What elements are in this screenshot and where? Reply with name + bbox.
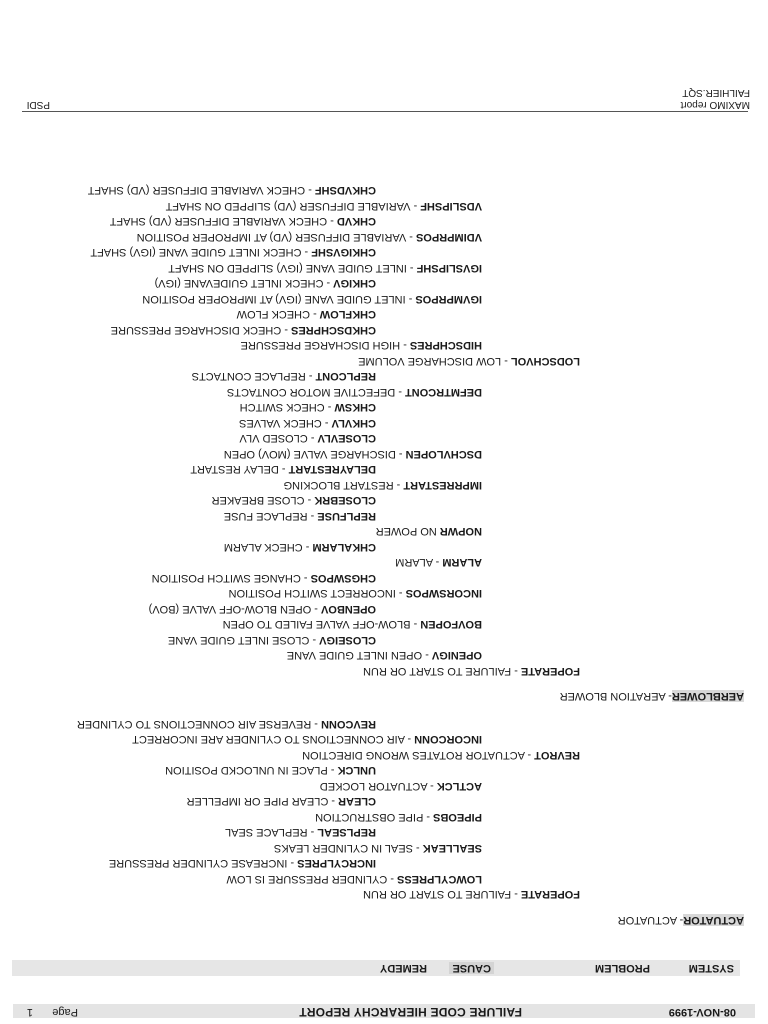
failure-description: - CHECK DISCHARGE PRESSURE <box>110 324 292 336</box>
list-item <box>137 230 482 243</box>
footer-report-type: MAXIMO report <box>680 99 750 110</box>
failure-description: - REPLACE CONTACTS <box>191 370 316 383</box>
failure-code: REVROT <box>534 749 580 761</box>
list-item <box>224 509 376 522</box>
list-item <box>363 664 580 677</box>
failure-code: LODSCHVOL <box>510 355 580 367</box>
list-item <box>90 246 376 259</box>
list-item <box>227 385 482 398</box>
failure-code: DSCHVLOPEN <box>405 448 482 460</box>
failure-code: VDSLIPSHF <box>420 200 482 212</box>
failure-code: IMPRRESTART <box>403 479 482 491</box>
failure-description: - CHECK VARIABLE DIFFUSER (VD) SHAFT <box>109 215 337 228</box>
list-item <box>110 215 376 228</box>
failure-code: CLOSEIGV <box>319 634 376 646</box>
list-item <box>152 571 376 584</box>
list-item <box>168 261 482 274</box>
failure-description: - HIGH DISCHARGE PRESSURE <box>240 339 410 352</box>
failure-code: REPLSEAL <box>317 826 376 839</box>
list-item <box>109 857 376 870</box>
list-item <box>320 779 482 792</box>
list-item <box>132 733 482 746</box>
failure-code: CHKIGV <box>333 277 376 290</box>
page-number: 1 <box>26 1006 33 1018</box>
footer-rule <box>22 111 748 112</box>
failure-description: - CLOSE BREAKER <box>211 494 315 507</box>
failure-description: - AIR CONNECTIONS TO CYLINDER ARE INCORRECT <box>132 733 415 746</box>
failure-code: LOWCYLPRESS <box>397 873 482 885</box>
failure-code: OPENIGV <box>431 649 482 662</box>
failure-description: - DISCHARGE VALVE (MOV) OPEN <box>223 448 406 460</box>
failure-description: - RESTART BLOCKING <box>283 479 404 491</box>
column-system: SYSTEM <box>688 962 734 974</box>
failure-description: - PIPE OBSTRUCTION <box>315 811 434 823</box>
failure-code: PIPEOBS <box>433 811 482 823</box>
list-item <box>358 354 580 367</box>
failure-description: - CHECK VARIABLE DIFFUSER (VD) SHAFT <box>87 184 315 197</box>
list-item <box>225 826 376 839</box>
failure-code: REPLCONT <box>315 370 376 383</box>
failure-code: CHKVLV <box>331 417 376 429</box>
failure-code: ACTUATOR <box>683 914 744 926</box>
footer-file-name: FAILHIER.SQT <box>682 87 750 98</box>
list-item <box>190 463 376 476</box>
failure-description: - CLOSED VLV <box>239 432 318 445</box>
failure-description: - ACTUATOR LOCKED <box>319 780 437 792</box>
failure-code: VDIMPRPOS <box>415 231 482 243</box>
failure-code: INCORSWPOS <box>405 587 482 600</box>
failure-code: AERBLOWER <box>671 690 744 703</box>
list-item <box>240 401 376 414</box>
failure-description: - CHANGE SWITCH POSITION <box>151 572 311 584</box>
list-item <box>212 494 376 507</box>
failure-description: - CLOSE INLET GUIDE VANE <box>167 634 320 646</box>
failure-description: - INLET GUIDE VANE (IGV) AT IMPROPER POSITION <box>142 293 416 305</box>
failure-description: - CHECK INLET GUIDEVANE (IGV) <box>154 277 334 290</box>
failure-description: - INCORRECT SWITCH POSITION <box>228 587 406 600</box>
failure-code: CHKVD <box>336 215 376 228</box>
failure-code: INCRCYLPRES <box>297 857 376 870</box>
failure-description: - LOW DISCHARGE VOLUME <box>358 355 511 367</box>
failure-description: - FAILURE TO START OR RUN <box>363 888 521 901</box>
failure-description: - PLACE IN UNLOCKD POSITION <box>165 764 338 777</box>
failure-code: INCORCONN <box>414 733 482 746</box>
list-item <box>560 690 744 703</box>
failure-description: - REPLACE SEAL <box>224 826 318 839</box>
failure-description: - CHECK SWITCH <box>239 401 335 414</box>
failure-description: - CHECK VALVES <box>239 417 332 429</box>
list-item <box>168 633 376 646</box>
failure-code: CHKALARM <box>312 541 376 553</box>
list-item <box>376 525 482 538</box>
failure-description: - DELAY RESTART <box>190 463 289 476</box>
list-item <box>284 478 482 491</box>
failure-code: SEALLEAK <box>422 842 482 854</box>
list-item <box>395 556 482 569</box>
failure-code: NOPWR <box>439 525 482 538</box>
failure-description: - BLOW-OFF VALVE FAILED TO OPEN <box>222 618 421 631</box>
failure-description: - INCREASE CYLINDER PRESSURE <box>108 857 298 870</box>
failure-code: CHKDSCHPRES <box>291 324 376 336</box>
failure-code: CHKIGVSHF <box>311 246 376 259</box>
list-item <box>77 717 376 730</box>
list-item <box>142 292 482 305</box>
failure-code: DELAYRESTART <box>288 463 376 476</box>
list-item <box>302 748 580 761</box>
list-item <box>227 872 483 885</box>
failure-code: IGVMPRPOS <box>415 293 482 305</box>
list-item <box>287 649 482 662</box>
list-item <box>223 618 482 631</box>
report-title: FAILURE CODE HIERARCHY REPORT <box>299 1005 522 1019</box>
list-item <box>237 308 376 321</box>
list-item <box>111 323 376 336</box>
failure-code: CLEAR <box>338 795 376 808</box>
list-item <box>224 447 482 460</box>
failure-description: - CYLINDER PRESSURE IS LOW <box>226 873 398 885</box>
failure-code: CHKFLOW <box>319 308 376 321</box>
failure-code: CHKVDSHF <box>314 184 376 197</box>
failure-description: - FAILURE TO START OR RUN <box>363 665 521 677</box>
failure-code: FOPERATE <box>520 888 580 901</box>
failure-description: - REPLACE FUSE <box>223 510 318 522</box>
failure-code: OPENBOV <box>320 603 376 615</box>
failure-description: - CHECK ALARM <box>223 541 313 553</box>
report-date: 08-NOV-1999 <box>668 1006 736 1018</box>
failure-description: - REVERSE AIR CONNECTIONS TO CYLINDER <box>76 718 321 730</box>
list-item <box>149 602 376 615</box>
page-label: Page <box>52 1006 78 1018</box>
list-item <box>618 913 744 926</box>
failure-description: - INLET GUIDE VANE (IGV) SLIPPED ON SHAFT <box>168 262 417 274</box>
list-item <box>187 795 377 808</box>
failure-code: CLOSEVLV <box>317 432 376 445</box>
failure-description: - SEAL IN CYLINDER LEAKS <box>273 842 423 854</box>
failure-description: - ACTUATOR <box>617 914 684 926</box>
failure-code: ACTLCK <box>436 780 482 792</box>
footer-site: PSDI <box>26 99 50 110</box>
list-item <box>192 370 376 383</box>
failure-code: REPLFUSE <box>317 510 376 522</box>
failure-code: HIDSCHPRES <box>409 339 482 352</box>
column-remedy: REMEDY <box>379 962 427 974</box>
list-item <box>363 888 580 901</box>
failure-code: IGVSLIPSHF <box>416 262 482 274</box>
failure-description: - OPEN BLOW-OFF VALVE (BOV) <box>148 603 321 615</box>
failure-code: UNLCK <box>337 764 376 777</box>
list-item <box>88 184 376 197</box>
failure-code: DEFMTRCONT <box>405 386 482 398</box>
column-problem: PROBLEM <box>595 962 650 974</box>
failure-code: BOVFOPEN <box>420 618 482 631</box>
list-item <box>155 277 376 290</box>
list-item <box>165 764 376 777</box>
list-item <box>241 339 482 352</box>
failure-description: - OPEN INLET GUIDE VANE <box>286 649 432 662</box>
list-item <box>239 416 376 429</box>
failure-code: REVCONN <box>320 718 376 730</box>
failure-description: NO POWER <box>375 525 440 538</box>
failure-description: - VARIABLE DIFFUSER (VD) SLIPPED ON SHAFT <box>165 200 421 212</box>
list-item <box>229 587 482 600</box>
failure-description: - CHECK FLOW <box>236 308 320 321</box>
failure-description: - CHECK INLET GUIDE VANE (IGV) SHAFT <box>90 246 312 259</box>
failure-code: CLOSEBRK <box>314 494 376 507</box>
failure-code: CHKSW <box>334 401 376 414</box>
list-item <box>274 841 482 854</box>
failure-description: - ALARM <box>395 556 443 569</box>
list-item <box>239 432 376 445</box>
failure-description: - VARIABLE DIFFUSER (VD) AT IMPROPER POSITION <box>136 231 416 243</box>
list-item <box>166 199 482 212</box>
failure-description: - DEFECTIVE MOTOR CONTACTS <box>226 386 405 398</box>
failure-description: - CLEAR PIPE OR IMPELLER <box>186 795 339 808</box>
failure-code: ALARM <box>442 556 482 569</box>
list-item <box>224 540 376 553</box>
list-item <box>315 810 482 823</box>
failure-code: CHGSWPOS <box>310 572 376 584</box>
failure-code: FOPERATE <box>520 665 580 677</box>
failure-description: - AERATION BLOWER <box>559 690 672 703</box>
failure-description: - ACTUATOR ROTATES WRONG DIRECTION <box>302 749 535 761</box>
column-cause: CAUSE <box>449 962 494 974</box>
